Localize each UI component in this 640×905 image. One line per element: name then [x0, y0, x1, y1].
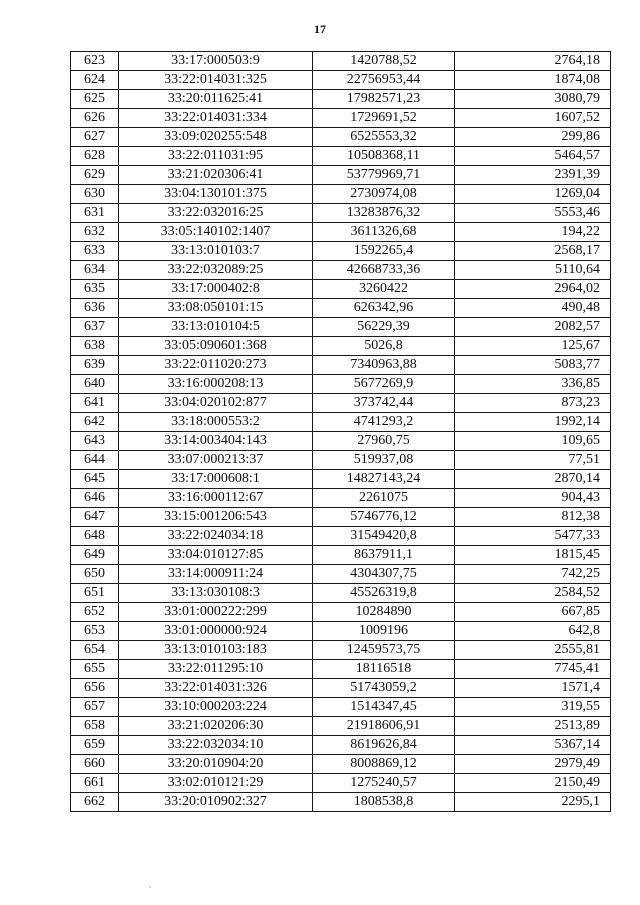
cadastral-number-cell: 33:22:011020:273 [119, 356, 313, 375]
table-row [71, 90, 611, 109]
area-cell: 2295,1 [455, 793, 611, 812]
table-row [71, 375, 611, 394]
area-cell: 1992,14 [455, 413, 611, 432]
cadastral-value-cell: 18116518 [313, 660, 455, 679]
cadastral-value-cell: 1514347,45 [313, 698, 455, 717]
cadastral-value-cell: 2730974,08 [313, 185, 455, 204]
table-row [71, 394, 611, 413]
row-number-cell: 649 [71, 546, 119, 565]
cadastral-value-cell: 519937,08 [313, 451, 455, 470]
cadastral-number-cell: 33:22:032089:25 [119, 261, 313, 280]
area-cell: 812,38 [455, 508, 611, 527]
cadastral-number-cell: 33:01:000222:299 [119, 603, 313, 622]
table-row [71, 489, 611, 508]
cadastral-number-cell: 33:22:032016:25 [119, 204, 313, 223]
table-row [71, 527, 611, 546]
cadastral-number-cell: 33:22:014031:326 [119, 679, 313, 698]
table-row [71, 223, 611, 242]
row-number-cell: 652 [71, 603, 119, 622]
cadastral-number-cell: 33:13:030108:3 [119, 584, 313, 603]
cadastral-value-cell: 14827143,24 [313, 470, 455, 489]
row-number-cell: 644 [71, 451, 119, 470]
table-row [71, 318, 611, 337]
row-number-cell: 632 [71, 223, 119, 242]
cadastral-number-cell: 33:22:011295:10 [119, 660, 313, 679]
cadastral-value-cell: 5677269,9 [313, 375, 455, 394]
table-row [71, 793, 611, 812]
area-cell: 5553,46 [455, 204, 611, 223]
area-cell: 2764,18 [455, 52, 611, 71]
table-row [71, 546, 611, 565]
row-number-cell: 623 [71, 52, 119, 71]
cadastral-number-cell: 33:21:020206:30 [119, 717, 313, 736]
row-number-cell: 643 [71, 432, 119, 451]
cadastral-value-cell: 53779969,71 [313, 166, 455, 185]
table-row [71, 71, 611, 90]
table-row [71, 299, 611, 318]
row-number-cell: 642 [71, 413, 119, 432]
cadastral-number-cell: 33:17:000608:1 [119, 470, 313, 489]
table-row [71, 204, 611, 223]
cadastral-number-cell: 33:17:000503:9 [119, 52, 313, 71]
cadastral-number-cell: 33:16:000112:67 [119, 489, 313, 508]
cadastral-value-cell: 51743059,2 [313, 679, 455, 698]
area-cell: 2568,17 [455, 242, 611, 261]
table-row [71, 660, 611, 679]
area-cell: 2082,57 [455, 318, 611, 337]
cadastral-number-cell: 33:18:000553:2 [119, 413, 313, 432]
cadastral-value-cell: 45526319,8 [313, 584, 455, 603]
cadastral-number-cell: 33:13:010103:183 [119, 641, 313, 660]
cadastral-number-cell: 33:04:130101:375 [119, 185, 313, 204]
cadastral-value-cell: 56229,39 [313, 318, 455, 337]
cadastral-value-cell: 1009196 [313, 622, 455, 641]
row-number-cell: 650 [71, 565, 119, 584]
cadastral-number-cell: 33:22:014031:334 [119, 109, 313, 128]
cadastral-value-cell: 1592265,4 [313, 242, 455, 261]
cadastral-value-cell: 626342,96 [313, 299, 455, 318]
cadastral-number-cell: 33:13:010103:7 [119, 242, 313, 261]
row-number-cell: 630 [71, 185, 119, 204]
row-number-cell: 633 [71, 242, 119, 261]
table-row [71, 109, 611, 128]
cadastral-value-cell: 12459573,75 [313, 641, 455, 660]
row-number-cell: 628 [71, 147, 119, 166]
area-cell: 5367,14 [455, 736, 611, 755]
row-number-cell: 640 [71, 375, 119, 394]
cadastral-number-cell: 33:20:010902:327 [119, 793, 313, 812]
cadastral-number-cell: 33:01:000000:924 [119, 622, 313, 641]
cadastral-number-cell: 33:16:000208:13 [119, 375, 313, 394]
area-cell: 642,8 [455, 622, 611, 641]
row-number-cell: 638 [71, 337, 119, 356]
row-number-cell: 635 [71, 280, 119, 299]
row-number-cell: 634 [71, 261, 119, 280]
row-number-cell: 647 [71, 508, 119, 527]
cadastral-number-cell: 33:20:011625:41 [119, 90, 313, 109]
area-cell: 109,65 [455, 432, 611, 451]
area-cell: 904,43 [455, 489, 611, 508]
cadastral-value-cell: 1275240,57 [313, 774, 455, 793]
cadastral-value-cell: 8619626,84 [313, 736, 455, 755]
cadastral-number-cell: 33:21:020306:41 [119, 166, 313, 185]
cadastral-value-cell: 373742,44 [313, 394, 455, 413]
area-cell: 299,86 [455, 128, 611, 147]
table-row [71, 584, 611, 603]
cadastral-value-cell: 42668733,36 [313, 261, 455, 280]
area-cell: 667,85 [455, 603, 611, 622]
area-cell: 336,85 [455, 375, 611, 394]
table-body [71, 52, 611, 812]
cadastral-number-cell: 33:17:000402:8 [119, 280, 313, 299]
table-row [71, 280, 611, 299]
cadastral-value-cell: 10508368,11 [313, 147, 455, 166]
row-number-cell: 641 [71, 394, 119, 413]
row-number-cell: 662 [71, 793, 119, 812]
row-number-cell: 661 [71, 774, 119, 793]
cadastral-number-cell: 33:05:090601:368 [119, 337, 313, 356]
row-number-cell: 624 [71, 71, 119, 90]
cadastral-value-cell: 31549420,8 [313, 527, 455, 546]
cadastral-value-cell: 17982571,23 [313, 90, 455, 109]
cadastral-value-cell: 1729691,52 [313, 109, 455, 128]
table-row [71, 432, 611, 451]
cadastral-number-cell: 33:04:020102:877 [119, 394, 313, 413]
cadastral-number-cell: 33:10:000203:224 [119, 698, 313, 717]
area-cell: 5477,33 [455, 527, 611, 546]
table-row [71, 508, 611, 527]
row-number-cell: 636 [71, 299, 119, 318]
row-number-cell: 627 [71, 128, 119, 147]
cadastral-number-cell: 33:22:024034:18 [119, 527, 313, 546]
row-number-cell: 656 [71, 679, 119, 698]
cadastral-value-cell: 13283876,32 [313, 204, 455, 223]
area-cell: 742,25 [455, 565, 611, 584]
table-row [71, 565, 611, 584]
table-row [71, 52, 611, 71]
cadastral-number-cell: 33:14:003404:143 [119, 432, 313, 451]
area-cell: 7745,41 [455, 660, 611, 679]
area-cell: 2513,89 [455, 717, 611, 736]
cadastral-value-cell: 27960,75 [313, 432, 455, 451]
cadastral-value-cell: 3611326,68 [313, 223, 455, 242]
area-cell: 319,55 [455, 698, 611, 717]
area-cell: 1607,52 [455, 109, 611, 128]
area-cell: 490,48 [455, 299, 611, 318]
cadastral-value-cell: 7340963,88 [313, 356, 455, 375]
row-number-cell: 648 [71, 527, 119, 546]
table-row [71, 166, 611, 185]
row-number-cell: 637 [71, 318, 119, 337]
table-row [71, 413, 611, 432]
cadastral-number-cell: 33:14:000911:24 [119, 565, 313, 584]
table-row [71, 679, 611, 698]
row-number-cell: 658 [71, 717, 119, 736]
row-number-cell: 631 [71, 204, 119, 223]
cadastral-value-cell: 5026,8 [313, 337, 455, 356]
row-number-cell: 655 [71, 660, 119, 679]
row-number-cell: 651 [71, 584, 119, 603]
cadastral-value-cell: 4304307,75 [313, 565, 455, 584]
table-row [71, 774, 611, 793]
cadastral-number-cell: 33:22:014031:325 [119, 71, 313, 90]
row-number-cell: 654 [71, 641, 119, 660]
cadastral-value-cell: 8637911,1 [313, 546, 455, 565]
area-cell: 194,22 [455, 223, 611, 242]
row-number-cell: 653 [71, 622, 119, 641]
cadastral-value-cell: 5746776,12 [313, 508, 455, 527]
area-cell: 2391,39 [455, 166, 611, 185]
cadastral-number-cell: 33:20:010904:20 [119, 755, 313, 774]
table-row [71, 470, 611, 489]
area-cell: 1571,4 [455, 679, 611, 698]
table-row [71, 603, 611, 622]
cadastral-number-cell: 33:22:032034:10 [119, 736, 313, 755]
table-row [71, 185, 611, 204]
row-number-cell: 657 [71, 698, 119, 717]
table-row [71, 242, 611, 261]
table-row [71, 356, 611, 375]
area-cell: 2584,52 [455, 584, 611, 603]
page-number: 17 [314, 22, 326, 36]
row-number-cell: 639 [71, 356, 119, 375]
cadastral-value-cell: 1420788,52 [313, 52, 455, 71]
cadastral-number-cell: 33:15:001206:543 [119, 508, 313, 527]
table-row [71, 622, 611, 641]
area-cell: 5083,77 [455, 356, 611, 375]
cadastral-value-cell: 21918606,91 [313, 717, 455, 736]
table-row [71, 147, 611, 166]
area-cell: 2150,49 [455, 774, 611, 793]
cadastral-number-cell: 33:08:050101:15 [119, 299, 313, 318]
cadastral-value-cell: 3260422 [313, 280, 455, 299]
area-cell: 873,23 [455, 394, 611, 413]
area-cell: 5110,64 [455, 261, 611, 280]
area-cell: 1269,04 [455, 185, 611, 204]
area-cell: 2979,49 [455, 755, 611, 774]
cadastral-number-cell: 33:22:011031:95 [119, 147, 313, 166]
cadastral-number-cell: 33:02:010121:29 [119, 774, 313, 793]
area-cell: 1874,08 [455, 71, 611, 90]
row-number-cell: 629 [71, 166, 119, 185]
table-row [71, 128, 611, 147]
table-row [71, 736, 611, 755]
cadastral-number-cell: 33:07:000213:37 [119, 451, 313, 470]
cadastral-number-cell: 33:05:140102:1407 [119, 223, 313, 242]
row-number-cell: 626 [71, 109, 119, 128]
area-cell: 2964,02 [455, 280, 611, 299]
area-cell: 77,51 [455, 451, 611, 470]
cadastral-value-cell: 22756953,44 [313, 71, 455, 90]
row-number-cell: 645 [71, 470, 119, 489]
table-row [71, 261, 611, 280]
scan-speck [149, 886, 151, 888]
cadastral-value-cell: 10284890 [313, 603, 455, 622]
cadastral-number-cell: 33:09:020255:548 [119, 128, 313, 147]
table-row [71, 641, 611, 660]
table-row [71, 755, 611, 774]
cadastral-value-cell: 8008869,12 [313, 755, 455, 774]
cadastral-number-cell: 33:04:010127:85 [119, 546, 313, 565]
area-cell: 5464,57 [455, 147, 611, 166]
row-number-cell: 660 [71, 755, 119, 774]
row-number-cell: 625 [71, 90, 119, 109]
table-row [71, 698, 611, 717]
table-row [71, 717, 611, 736]
cadastral-value-cell: 4741293,2 [313, 413, 455, 432]
cadastral-number-cell: 33:13:010104:5 [119, 318, 313, 337]
area-cell: 1815,45 [455, 546, 611, 565]
area-cell: 125,67 [455, 337, 611, 356]
area-cell: 2870,14 [455, 470, 611, 489]
cadastral-value-table [70, 51, 611, 812]
table-row [71, 337, 611, 356]
cadastral-value-cell: 6525553,32 [313, 128, 455, 147]
cadastral-value-cell: 1808538,8 [313, 793, 455, 812]
table-row [71, 451, 611, 470]
row-number-cell: 646 [71, 489, 119, 508]
area-cell: 2555,81 [455, 641, 611, 660]
cadastral-value-cell: 2261075 [313, 489, 455, 508]
area-cell: 3080,79 [455, 90, 611, 109]
row-number-cell: 659 [71, 736, 119, 755]
